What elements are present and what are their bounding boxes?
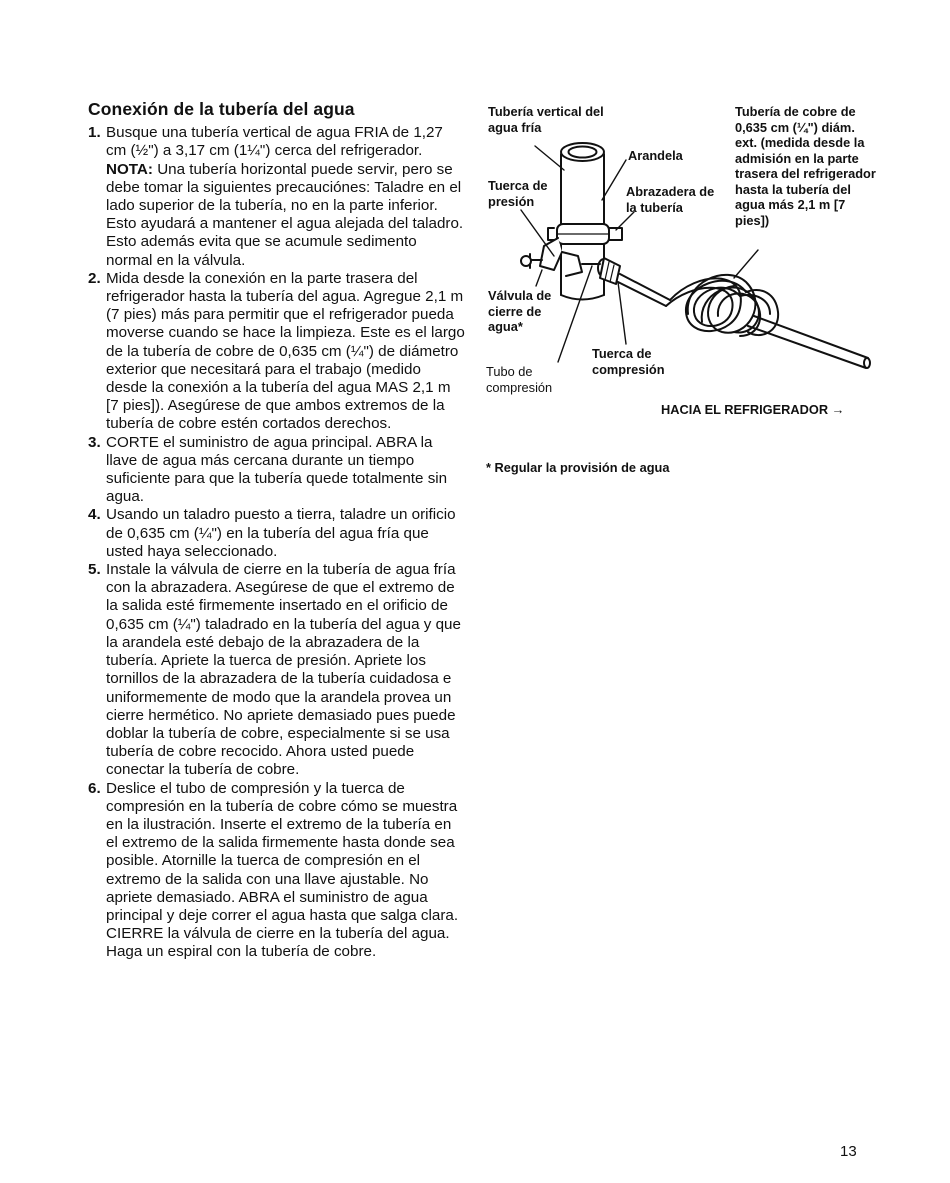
step-1 [88,124,466,270]
step-6 [88,780,466,962]
label-to-refrigerator: HACIA EL REFRIGERADOR → [661,402,845,417]
footnote: * Regular la provisión de agua [486,460,670,475]
note-text: Una tubería horizontal puede servir, pero se debe tomar la siguientes precauciónes: Taladre en el lado superior de la tubería, no en la parte inferior. Esto ayudará a mantener el agua alejada del taladro. Esto además evita que se acumule sedimento normal en la válvula. [106,160,464,269]
step-4 [88,506,466,561]
installation-diagram [478,100,878,417]
label-vertical-pipe: Tubería vertical del agua fría [488,104,604,135]
step-text: Usando un taladro puesto a tierra, taladre un orificio de 0,635 cm (¼") en la tubería del agua fría que usted haya seleccionado. [106,506,456,560]
steps-list [88,124,466,961]
step-3 [88,434,466,507]
label-copper-tubing: Tubería de cobre de 0,635 cm (¼") diám. ext. (medida desde la admisión en la parte trasera del refrigerador hasta la tubería del agua más 2,1 m [7 pies]) [735,104,876,228]
step-text: Mida desde la conexión en la parte trasera del refrigerador hasta la tubería del agua. Agregue 2,1 m (7 pies) más para permitir que el refrigerador pueda moverse cuando se hace la limpieza. Este es el largo de la tubería de cobre de 0,635 cm (¼") de diámetro exterior que necesitará para el trabajo (medido desde la conexión a la tubería del agua MAS 2,1 m [7 pies]). Asegúrese de que ambos extremos de la tubería de cobre estén cortados derechos. [106,269,465,433]
step-text: Instale la válvula de cierre en la tubería de agua fría con la abrazadera. Asegúrese de que el extremo de la salida esté firmemente insertado en el orificio de 0,635 cm (¼") taladrado en la tubería del agua y que la arandela esté debajo de la abrazadera de la tubería. Apriete la tuerca de presión. Apriete los tornillos de la abrazadera de la tubería cuidadosa e uniformemente de modo que la arandela provea un cierre hermético. No apriete demasiado pues puede doblar la tubería de cobre, especialmente si se usa tubería de cobre recocido. Ahora usted puede conectar la tubería de cobre. [106,561,461,779]
label-pressure-nut: Tuerca de presión [488,178,548,209]
clamp-drawing [548,224,622,244]
step-text: CORTE el suministro de agua principal. ABRA la llave de agua más cercana durante un tiempo suficiente para que la tubería quede totalmente sin agua. [106,433,448,506]
label-washer: Arandela [628,148,683,163]
note-label: NOTA: [106,160,153,178]
step-number: 6. [88,779,101,797]
instructions-column [88,100,466,962]
step-number: 1. [88,124,101,142]
step-number: 3. [88,433,101,451]
step-2 [88,270,466,434]
label-compression-sleeve: Tubo de compresión [486,364,553,395]
step-number: 4. [88,506,101,524]
label-clamp: Abrazadera de la tubería [626,184,715,215]
compression-nut-drawing [600,258,620,284]
step-number: 5. [88,561,101,579]
label-compression-nut: Tuerca de compresión [592,346,665,377]
page-number: 13 [840,1143,857,1160]
label-shutoff-valve: Válvula de cierre de agua* [488,288,552,334]
step-number: 2. [88,269,101,287]
section-title: Conexión de la tubería del agua [88,99,355,119]
step-text: Deslice el tubo de compresión y la tuerca de compresión en la tubería de cobre cómo se muestra en la ilustración. Inserte el extremo de la tubería en el extremo de la salida firmemente hasta donde sea posible. Atornille la tuerca de compresión en el extremo de la salida con una llave ajustable. No apriete demasiado. ABRA el suministro de agua principal y deje correr el agua hasta que salga clara. CIERRE la válvula de cierre en la tubería del agua. Haga un espiral con la tubería de cobre. [106,779,459,961]
step-5 [88,561,466,779]
step-text: Busque una tubería vertical de agua FRIA de 1,27 cm (½") a 3,17 cm (1¼") cerca del refrigerador. [106,124,443,160]
